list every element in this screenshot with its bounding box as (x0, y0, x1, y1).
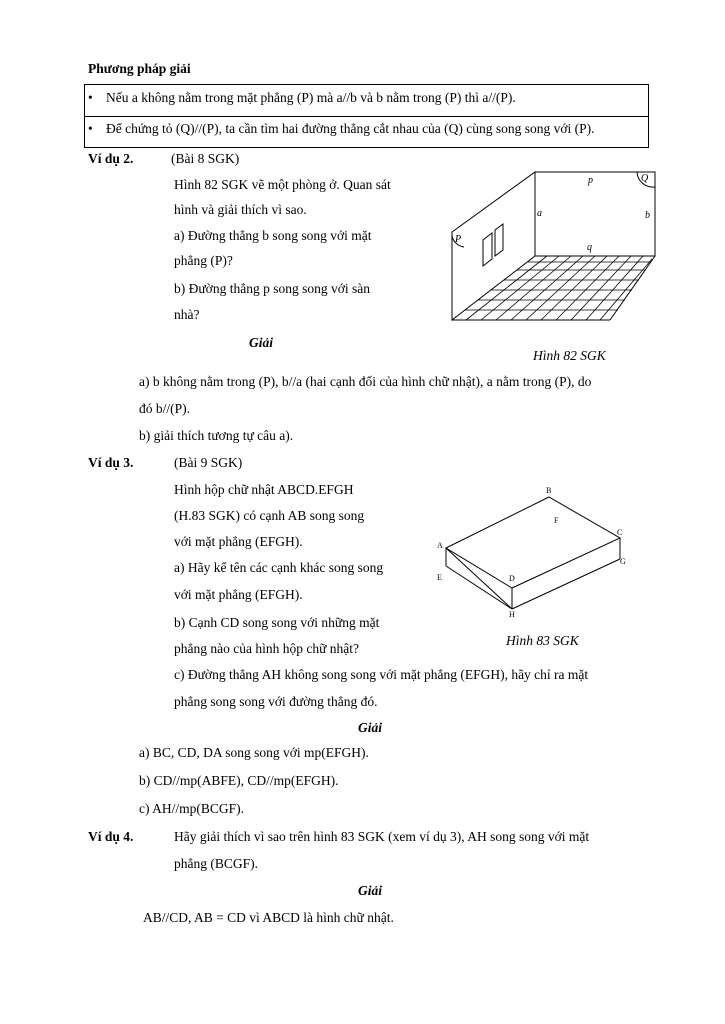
figure-83-box (430, 482, 635, 617)
example-2-label: Ví dụ 2. (88, 151, 134, 166)
example-2-line-5: b) Đường thẳng p song song với sàn (174, 281, 370, 296)
vertex-D: D (509, 574, 515, 583)
vertex-B: B (546, 486, 552, 495)
bullet-dot: • (88, 121, 93, 136)
label-P: P (455, 234, 462, 245)
example-2-line-4: phẳng (P)? (174, 253, 233, 268)
example-3-line-3: với mặt phẳng (EFGH). (174, 534, 303, 549)
example-2-solution-3: b) giải thích tương tự câu a). (139, 428, 294, 443)
example-4-solution-title: Giải (358, 883, 383, 898)
example-2-solution-1: a) b không nằm trong (P), b//a (hai cạnh đối của hình chữ nhật), a nằm trong (P), do (139, 374, 592, 389)
vertex-H: H (509, 610, 515, 617)
example-3-line-5: với mặt phẳng (EFGH). (174, 587, 303, 602)
example-2-line-1: Hình 82 SGK vẽ một phòng ở. Quan sát (174, 177, 391, 192)
example-3-line-4: a) Hãy kể tên các cạnh khác song song (174, 560, 384, 575)
example-2-solution-title: Giải (249, 335, 274, 350)
example-3-solution-c: c) AH//mp(BCGF). (139, 801, 245, 816)
example-3-label: Ví dụ 3. (88, 455, 134, 470)
example-3-line-6: b) Cạnh CD song song với những mặt (174, 615, 380, 630)
figure-82-caption: Hình 82 SGK (533, 348, 606, 363)
example-2-line-6: nhà? (174, 307, 200, 322)
method-heading: Phương pháp giải (88, 61, 191, 76)
method-bullet-1-text: Nếu a không nằm trong mặt phẳng (P) mà a//b và b nằm trong (P) thì a//(P). (106, 90, 516, 105)
example-3-line-7: phẳng nào của hình hộp chữ nhật? (174, 641, 360, 656)
vertex-E: E (437, 573, 442, 582)
figure-82-room (440, 165, 665, 325)
method-bullet-2-text: Để chứng tỏ (Q)//(P), ta cần tìm hai đường thẳng cắt nhau của (Q) cùng song song với (P). (106, 121, 595, 136)
label-b: b (645, 210, 650, 221)
example-4-line-1: Hãy giải thích vì sao trên hình 83 SGK (xem ví dụ 3), AH song song với mặt (174, 829, 590, 844)
example-3-line-9: phẳng song song với đường thẳng đó. (174, 694, 378, 709)
vertex-G: G (620, 557, 626, 566)
figure-83-caption: Hình 83 SGK (506, 633, 579, 648)
example-4-line-2: phẳng (BCGF). (174, 856, 258, 871)
example-3-solution-title: Giải (358, 720, 383, 735)
vertex-A: A (437, 541, 443, 550)
example-2-line-2: hình và giải thích vì sao. (174, 202, 307, 217)
example-4-solution-1: AB//CD, AB = CD vì ABCD là hình chữ nhật. (143, 910, 394, 925)
label-Q: Q (641, 173, 649, 184)
example-3-line-1: Hình hộp chữ nhật ABCD.EFGH (174, 482, 354, 497)
label-q: q (587, 242, 592, 253)
example-4-label: Ví dụ 4. (88, 829, 134, 844)
example-3-line-2: (H.83 SGK) có cạnh AB song song (174, 508, 365, 523)
example-3-solution-b: b) CD//mp(ABFE), CD//mp(EFGH). (139, 773, 339, 788)
example-3-solution-a: a) BC, CD, DA song song với mp(EFGH). (139, 745, 369, 760)
example-2-source: (Bài 8 SGK) (171, 151, 240, 166)
label-p: p (588, 175, 593, 186)
method-bullet-1 (88, 90, 516, 106)
method-bullet-2 (88, 121, 595, 137)
example-3-source: (Bài 9 SGK) (174, 455, 243, 470)
vertex-C: C (617, 528, 623, 537)
example-3-line-8: c) Đường thẳng AH không song song với mặt phẳng (EFGH), hãy chỉ ra mặt (174, 667, 589, 682)
method-box-divider (85, 116, 648, 117)
example-2-solution-2: đó b//(P). (139, 401, 191, 416)
label-a: a (537, 208, 542, 219)
example-2-line-3: a) Đường thẳng b song song với mặt (174, 228, 372, 243)
vertex-F: F (554, 516, 559, 525)
bullet-dot: • (88, 90, 93, 105)
